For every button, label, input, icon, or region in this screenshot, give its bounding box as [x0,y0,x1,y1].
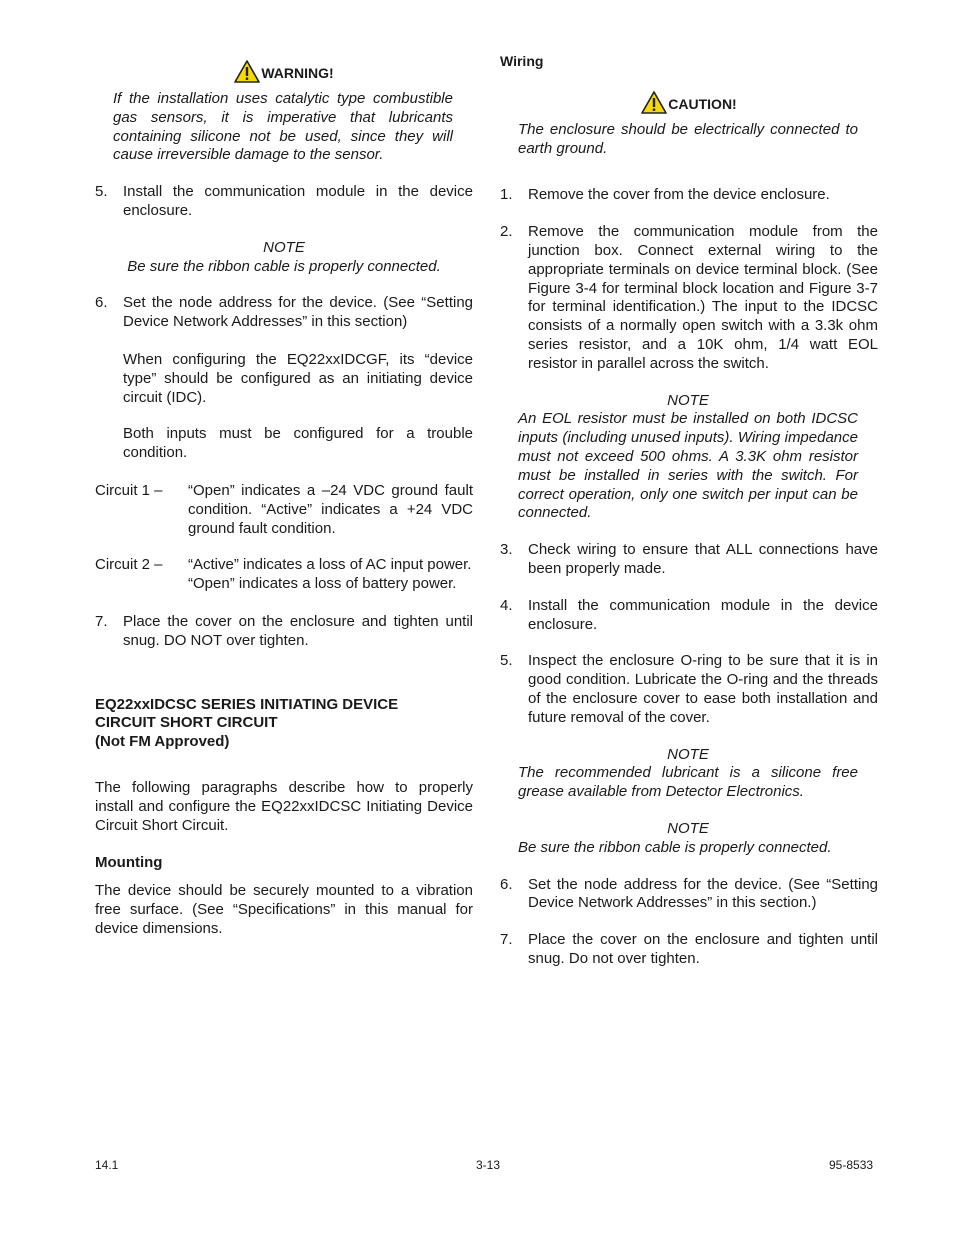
warning-triangle-icon [641,91,667,114]
note-title: NOTE [667,391,709,409]
step-text: Remove the cover from the device enclosure. [528,186,830,204]
step-text: Check wiring to ensure that ALL connections have been properly made. [528,541,878,577]
right-step-5 [500,652,878,727]
section-heading-line: CIRCUIT SHORT CIRCUIT [95,714,278,732]
left-step-6 [95,294,473,332]
step-number: 5. [500,652,513,670]
right-step-7 [500,931,878,969]
circuit-2 [95,556,473,594]
step-number: 7. [95,612,108,630]
circuit-text: “Active” indicates a loss of AC input power. [188,556,472,574]
warning-triangle-icon [234,60,260,83]
step-text: Install the communication module in the device enclosure. [528,596,878,633]
note-text: Be sure the ribbon cable is properly connected. [518,838,832,856]
right-step-2 [500,223,878,373]
step-number: 3. [500,541,513,559]
note-text: The recommended lubricant is a silicone free grease available from Detector Electronics. [518,764,858,801]
step-number: 1. [500,186,513,204]
footer-document-number: 95-8533 [829,1158,874,1172]
note-title: NOTE [667,745,709,763]
warning-title [95,60,473,83]
note-text: An EOL resistor must be installed on both IDCSC inputs (including unused inputs). Wiring impedance must not exceed 500 ohms. A 3.3K ohm resistor must be installed in series with the switch. For correct operation, only one switch per input can be connected. [518,410,858,522]
caution-title [500,91,878,114]
step-number: 7. [500,931,513,949]
wiring-heading: Wiring [500,53,544,69]
step-number: 5. [95,183,108,201]
step-text: Place the cover on the enclosure and tighten until snug. DO NOT over tighten. [123,612,473,649]
left-step-5 [95,183,473,221]
circuit-text: “Open” indicates a –24 VDC ground fault condition. “Active” indicates a +24 VDC ground fault condition. [188,481,473,537]
caution-label: CAUTION! [668,96,737,112]
note-title: NOTE [263,238,305,256]
step-6-paragraph-3: Both inputs must be configured for a trouble condition. [123,425,473,462]
section-heading-line: (Not FM Approved) [95,733,230,751]
mounting-heading: Mounting [95,854,163,872]
mounting-text: The device should be securely mounted to a vibration free surface. (See “Specifications” in this manual for device dimensions. [95,882,473,937]
note-title: NOTE [667,819,709,837]
step-text: Place the cover on the enclosure and tighten until snug. Do not over tighten. [528,931,878,967]
circuit-label: Circuit 1 – [95,481,163,499]
warning-text: If the installation uses catalytic type combustible gas sensors, it is imperative that lubricants containing silicone not be used, since they will cause irreversible damage to the sensor. [113,90,453,164]
step-text: Set the node address for the device. (See “Setting Device Network Addresses” in this section.) [528,875,878,912]
step-6-paragraph-2: When configuring the EQ22xxIDCGF, its “device type” should be configured as an initiating device circuit (IDC). [123,350,473,406]
right-step-3 [500,541,878,579]
left-column [95,60,473,939]
section-intro: The following paragraphs describe how to properly install and configure the EQ22xxIDCSC Initiating Device Circuit Short Circuit. [95,778,473,834]
step-number: 4. [500,596,513,614]
circuit-label: Circuit 2 – [95,556,163,574]
step-text: Set the node address for the device. (See “Setting Device Network Addresses” in this section) [123,294,473,331]
step-text: Inspect the enclosure O-ring to be sure that it is in good condition. Lubricate the O-ring and the threads of the enclosure cover to ease both installation and future removal of the cover. [528,652,878,726]
circuit-text: “Open” indicates a loss of battery power. [188,575,457,593]
right-column [500,52,878,969]
note-text: Be sure the ribbon cable is properly connected. [127,257,441,275]
caution-text: The enclosure should be electrically connected to earth ground. [518,120,858,157]
warning-label: WARNING! [261,65,334,82]
step-number: 6. [500,875,513,893]
footer-page-number: 3-13 [476,1158,501,1172]
step-text: Remove the communication module from the junction box. Connect external wiring to the appropriate terminals on device terminal block. (See Figure 3-4 for terminal block location and Figure 3-7 for terminal identification.) The input to the IDCSC consists of a normally open switch with a 3.3k ohm series resistor, and a 10K ohm, 1/4 watt EOL resistor in parallel across the switch. [528,223,878,372]
step-text: Install the communication module in the device enclosure. [123,183,473,219]
left-step-7 [95,613,473,651]
section-heading-line: EQ22xxIDCSC SERIES INITIATING DEVICE [95,695,399,713]
footer-revision: 14.1 [95,1158,119,1172]
circuit-1 [95,482,473,538]
right-step-6 [500,876,878,914]
right-step-4 [500,597,878,635]
right-step-1 [500,186,878,205]
step-number: 2. [500,223,513,241]
step-number: 6. [95,294,108,312]
section-heading [95,696,473,752]
